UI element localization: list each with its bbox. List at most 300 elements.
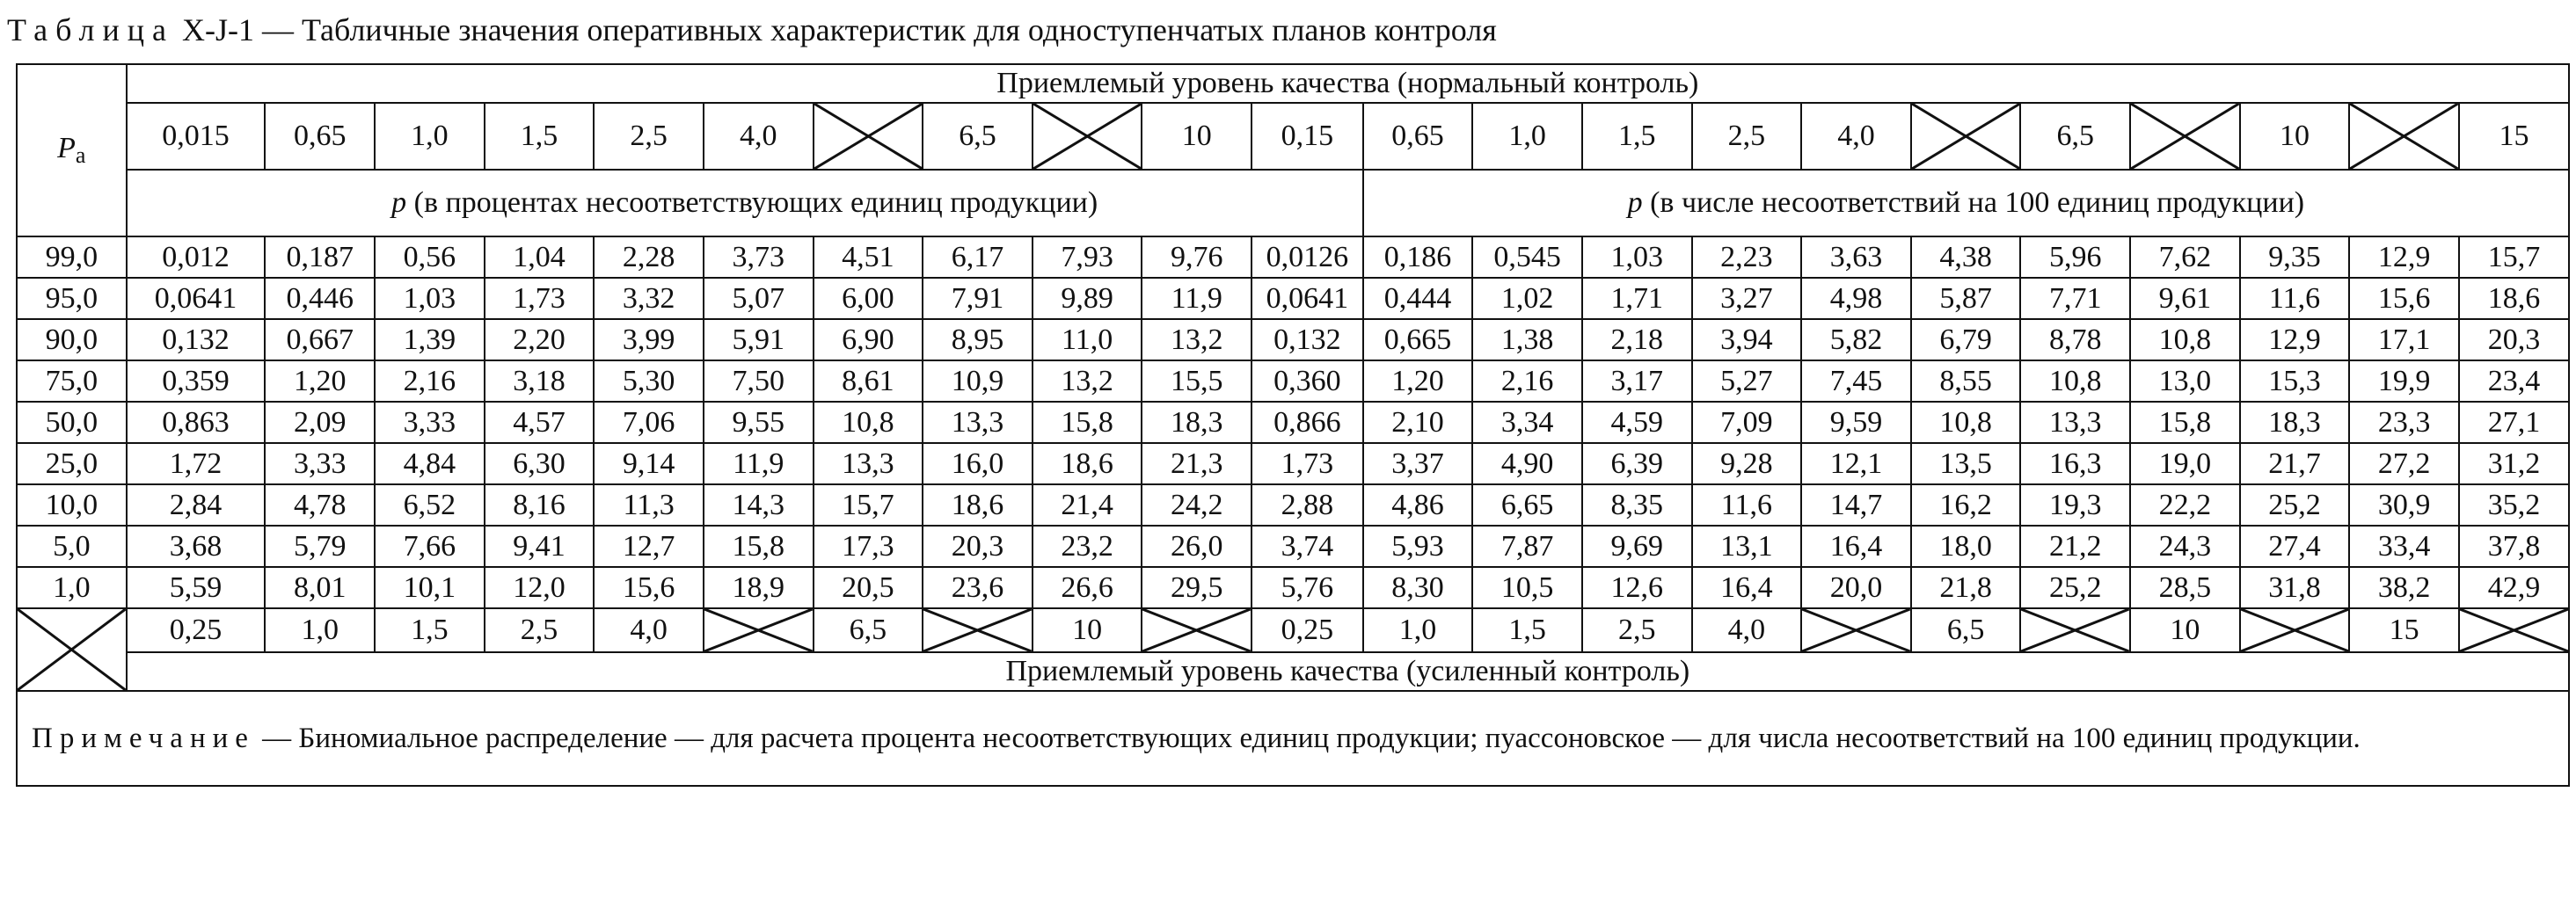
cell-value: 9,55	[704, 402, 814, 443]
caption-prefix: Таблица	[7, 12, 174, 47]
aql-tightened-value: 1,5	[1472, 608, 1582, 652]
cell-value: 7,71	[2020, 278, 2130, 319]
cell-value: 4,86	[1363, 484, 1473, 526]
cell-value: 21,3	[1142, 443, 1252, 484]
cell-value: 5,07	[704, 278, 814, 319]
caption-number: X-J-1	[181, 12, 254, 47]
aql-tightened-value: 10	[1033, 608, 1142, 652]
cell-value: 2,10	[1363, 402, 1473, 443]
crossed-out-cell	[17, 608, 127, 691]
cell-value: 4,59	[1582, 402, 1692, 443]
cell-value: 13,3	[923, 402, 1033, 443]
cell-value: 0,444	[1363, 278, 1473, 319]
cross-mark	[923, 609, 1032, 651]
note-text: Биномиальное распределение — для расчета процента несоответствующих единиц продукции; пуассоновское — для числа несоответствий на 100 единиц продукции.	[298, 723, 2361, 754]
table-note	[17, 691, 2569, 786]
cell-value: 12,7	[594, 526, 704, 567]
cell-value: 0,0641	[127, 278, 266, 319]
pa-value: 95,0	[17, 278, 127, 319]
cell-value: 33,4	[2349, 526, 2459, 567]
crossed-out-cell	[2020, 608, 2130, 652]
cell-value: 38,2	[2349, 567, 2459, 608]
aql-normal-value: 0,65	[265, 103, 375, 170]
aql-tightened-value: 1,5	[375, 608, 485, 652]
cell-value: 1,73	[485, 278, 595, 319]
cell-value: 2,23	[1692, 236, 1802, 278]
header-row-aql-normal	[17, 64, 2569, 103]
cell-value: 20,3	[2459, 319, 2569, 360]
cross-mark	[2460, 609, 2568, 651]
cell-value: 15,7	[814, 484, 923, 526]
cell-value: 16,0	[923, 443, 1033, 484]
aql-tightened-heading: Приемлемый уровень качества (усиленный контроль)	[127, 652, 2569, 691]
cell-value: 18,0	[1911, 526, 2021, 567]
cell-value: 11,0	[1033, 319, 1142, 360]
cell-value: 8,35	[1582, 484, 1692, 526]
cell-value: 25,2	[2240, 484, 2350, 526]
cross-mark	[2241, 609, 2349, 651]
cell-value: 9,76	[1142, 236, 1252, 278]
cell-value: 6,30	[485, 443, 595, 484]
cell-value: 3,33	[265, 443, 375, 484]
cell-value: 1,73	[1252, 443, 1363, 484]
p-symbol: p	[1627, 186, 1643, 219]
cell-value: 23,4	[2459, 360, 2569, 402]
cell-value: 0,0641	[1252, 278, 1363, 319]
cell-value: 7,50	[704, 360, 814, 402]
aql-normal-value: 0,015	[127, 103, 266, 170]
cell-value: 6,79	[1911, 319, 2021, 360]
cell-value: 10,5	[1472, 567, 1582, 608]
cell-value: 11,9	[1142, 278, 1252, 319]
cell-value: 14,7	[1801, 484, 1911, 526]
cell-value: 0,667	[265, 319, 375, 360]
cell-value: 0,186	[1363, 236, 1473, 278]
p-symbol: p	[391, 186, 407, 219]
aql-tightened-value: 4,0	[1692, 608, 1802, 652]
pa-value: 99,0	[17, 236, 127, 278]
aql-normal-value: 6,5	[2020, 103, 2130, 170]
cell-value: 1,20	[265, 360, 375, 402]
cell-value: 9,59	[1801, 402, 1911, 443]
cell-value: 15,7	[2459, 236, 2569, 278]
cell-value: 25,2	[2020, 567, 2130, 608]
note-row	[17, 691, 2569, 786]
cell-value: 2,09	[265, 402, 375, 443]
caption-text: Табличные значения оперативных характеристик для одноступенчатых планов контроля	[301, 12, 1497, 47]
cross-mark	[1033, 104, 1142, 169]
cell-value: 3,34	[1472, 402, 1582, 443]
cell-value: 17,1	[2349, 319, 2459, 360]
cross-mark	[704, 609, 813, 651]
cell-value: 6,65	[1472, 484, 1582, 526]
cell-value: 19,9	[2349, 360, 2459, 402]
cell-value: 16,2	[1911, 484, 2021, 526]
cell-value: 17,3	[814, 526, 923, 567]
cross-mark	[1802, 609, 1910, 651]
pa-value: 75,0	[17, 360, 127, 402]
pa-value: 1,0	[17, 567, 127, 608]
cell-value: 3,27	[1692, 278, 1802, 319]
cell-value: 5,59	[127, 567, 266, 608]
table-row	[17, 319, 2569, 360]
aql-normal-value: 2,5	[594, 103, 704, 170]
cell-value: 13,0	[2130, 360, 2240, 402]
cell-value: 8,55	[1911, 360, 2021, 402]
cell-value: 3,68	[127, 526, 266, 567]
cell-value: 4,78	[265, 484, 375, 526]
cell-value: 9,89	[1033, 278, 1142, 319]
cell-value: 5,79	[265, 526, 375, 567]
cross-mark	[2350, 104, 2458, 169]
cell-value: 27,2	[2349, 443, 2459, 484]
pa-header	[17, 64, 127, 236]
cell-value: 8,30	[1363, 567, 1473, 608]
aql-tightened-value: 6,5	[1911, 608, 2021, 652]
cell-value: 1,39	[375, 319, 485, 360]
cell-value: 12,1	[1801, 443, 1911, 484]
header-row-aql-tightened	[17, 652, 2569, 691]
cell-value: 5,30	[594, 360, 704, 402]
table-row	[17, 484, 2569, 526]
aql-tightened-value: 10	[2130, 608, 2240, 652]
cell-value: 27,1	[2459, 402, 2569, 443]
aql-tightened-value: 2,5	[485, 608, 595, 652]
cell-value: 12,0	[485, 567, 595, 608]
aql-normal-value: 4,0	[1801, 103, 1911, 170]
cell-value: 6,39	[1582, 443, 1692, 484]
cell-value: 21,8	[1911, 567, 2021, 608]
table-caption	[7, 5, 2566, 54]
cell-value: 2,88	[1252, 484, 1363, 526]
pa-value: 10,0	[17, 484, 127, 526]
aql-tightened-value: 4,0	[594, 608, 704, 652]
cell-value: 18,3	[1142, 402, 1252, 443]
cross-mark	[1912, 104, 2020, 169]
cell-value: 13,3	[814, 443, 923, 484]
cell-value: 1,72	[127, 443, 266, 484]
cell-value: 1,71	[1582, 278, 1692, 319]
cell-value: 5,96	[2020, 236, 2130, 278]
aql-tightened-value: 2,5	[1582, 608, 1692, 652]
cell-value: 23,6	[923, 567, 1033, 608]
cell-value: 12,9	[2240, 319, 2350, 360]
cell-value: 2,16	[1472, 360, 1582, 402]
cell-value: 10,8	[814, 402, 923, 443]
cell-value: 1,03	[375, 278, 485, 319]
cell-value: 37,8	[2459, 526, 2569, 567]
aql-tightened-value: 0,25	[127, 608, 266, 652]
cell-value: 29,5	[1142, 567, 1252, 608]
table-row	[17, 526, 2569, 567]
cell-value: 8,01	[265, 567, 375, 608]
cell-value: 12,9	[2349, 236, 2459, 278]
cell-value: 6,00	[814, 278, 923, 319]
cell-value: 11,6	[2240, 278, 2350, 319]
cell-value: 9,61	[2130, 278, 2240, 319]
cell-value: 19,0	[2130, 443, 2240, 484]
cell-value: 10,8	[2130, 319, 2240, 360]
cell-value: 11,9	[704, 443, 814, 484]
cell-value: 8,95	[923, 319, 1033, 360]
cell-value: 3,74	[1252, 526, 1363, 567]
cell-value: 8,16	[485, 484, 595, 526]
aql-normal-value: 2,5	[1692, 103, 1802, 170]
cell-value: 28,5	[2130, 567, 2240, 608]
caption-dash: —	[253, 12, 302, 47]
cell-value: 21,7	[2240, 443, 2350, 484]
cell-value: 0,360	[1252, 360, 1363, 402]
cell-value: 0,359	[127, 360, 266, 402]
p-per100-text: (в числе несоответствий на 100 единиц продукции)	[1642, 186, 2305, 219]
cell-value: 0,665	[1363, 319, 1473, 360]
cell-value: 3,17	[1582, 360, 1692, 402]
cell-value: 2,84	[127, 484, 266, 526]
cell-value: 7,66	[375, 526, 485, 567]
cell-value: 6,52	[375, 484, 485, 526]
cell-value: 7,62	[2130, 236, 2240, 278]
cell-value: 7,91	[923, 278, 1033, 319]
cell-value: 0,545	[1472, 236, 1582, 278]
cell-value: 18,6	[923, 484, 1033, 526]
cell-value: 3,33	[375, 402, 485, 443]
pa-symbol: P	[57, 132, 76, 164]
cross-mark	[18, 609, 126, 690]
cell-value: 15,6	[594, 567, 704, 608]
cell-value: 24,3	[2130, 526, 2240, 567]
cell-value: 0,866	[1252, 402, 1363, 443]
pa-subscript: a	[75, 142, 86, 168]
note-dash: —	[254, 723, 299, 754]
cell-value: 2,20	[485, 319, 595, 360]
cell-value: 3,63	[1801, 236, 1911, 278]
aql-normal-value: 15	[2459, 103, 2569, 170]
crossed-out-cell	[1033, 103, 1142, 170]
pa-value: 5,0	[17, 526, 127, 567]
crossed-out-cell	[704, 608, 814, 652]
aql-tightened-value: 6,5	[814, 608, 923, 652]
cell-value: 5,82	[1801, 319, 1911, 360]
cell-value: 18,9	[704, 567, 814, 608]
aql-normal-value: 1,5	[485, 103, 595, 170]
crossed-out-cell	[1801, 608, 1911, 652]
aql-normal-value: 10	[1142, 103, 1252, 170]
table-row	[17, 443, 2569, 484]
cell-value: 6,90	[814, 319, 923, 360]
cell-value: 35,2	[2459, 484, 2569, 526]
crossed-out-cell	[1142, 608, 1252, 652]
cell-value: 7,09	[1692, 402, 1802, 443]
aql-tightened-value: 1,0	[1363, 608, 1473, 652]
aql-normal-value: 10	[2240, 103, 2350, 170]
crossed-out-cell	[2240, 608, 2350, 652]
cell-value: 10,8	[1911, 402, 2021, 443]
cell-value: 7,06	[594, 402, 704, 443]
cell-value: 20,0	[1801, 567, 1911, 608]
cell-value: 10,8	[2020, 360, 2130, 402]
table-row	[17, 360, 2569, 402]
cell-value: 4,57	[485, 402, 595, 443]
cross-mark	[1142, 609, 1251, 651]
cell-value: 0,012	[127, 236, 266, 278]
cell-value: 15,3	[2240, 360, 2350, 402]
cell-value: 21,2	[2020, 526, 2130, 567]
cell-value: 5,27	[1692, 360, 1802, 402]
cell-value: 0,446	[265, 278, 375, 319]
cell-value: 15,5	[1142, 360, 1252, 402]
cell-value: 2,16	[375, 360, 485, 402]
cell-value: 10,1	[375, 567, 485, 608]
cell-value: 5,91	[704, 319, 814, 360]
cell-value: 5,87	[1911, 278, 2021, 319]
cell-value: 13,3	[2020, 402, 2130, 443]
table-row	[17, 402, 2569, 443]
cell-value: 9,35	[2240, 236, 2350, 278]
crossed-out-cell	[814, 103, 923, 170]
aql-normal-heading: Приемлемый уровень качества (нормальный контроль)	[127, 64, 2569, 103]
cell-value: 1,03	[1582, 236, 1692, 278]
cell-value: 30,9	[2349, 484, 2459, 526]
crossed-out-cell	[1911, 103, 2021, 170]
p-percent-text: (в процентах несоответствующих единиц продукции)	[406, 186, 1098, 219]
cell-value: 4,98	[1801, 278, 1911, 319]
cell-value: 6,17	[923, 236, 1033, 278]
cell-value: 7,87	[1472, 526, 1582, 567]
crossed-out-cell	[2349, 103, 2459, 170]
cell-value: 22,2	[2130, 484, 2240, 526]
cell-value: 9,41	[485, 526, 595, 567]
cell-value: 10,9	[923, 360, 1033, 402]
note-label: Примечание	[32, 723, 255, 754]
aql-normal-value: 0,15	[1252, 103, 1363, 170]
cell-value: 13,5	[1911, 443, 2021, 484]
aql-tightened-value: 1,0	[265, 608, 375, 652]
cell-value: 13,2	[1033, 360, 1142, 402]
cell-value: 18,6	[1033, 443, 1142, 484]
aql-tightened-row	[17, 608, 2569, 652]
cell-value: 2,28	[594, 236, 704, 278]
cell-value: 5,76	[1252, 567, 1363, 608]
cell-value: 0,863	[127, 402, 266, 443]
cell-value: 16,4	[1801, 526, 1911, 567]
cell-value: 15,8	[2130, 402, 2240, 443]
aql-normal-value: 1,0	[1472, 103, 1582, 170]
cell-value: 16,3	[2020, 443, 2130, 484]
cell-value: 31,8	[2240, 567, 2350, 608]
aql-tightened-value: 15	[2349, 608, 2459, 652]
cell-value: 18,6	[2459, 278, 2569, 319]
cell-value: 1,02	[1472, 278, 1582, 319]
cell-value: 0,0126	[1252, 236, 1363, 278]
cell-value: 23,2	[1033, 526, 1142, 567]
aql-normal-value: 0,65	[1363, 103, 1473, 170]
cell-value: 27,4	[2240, 526, 2350, 567]
cell-value: 11,3	[594, 484, 704, 526]
cell-value: 2,18	[1582, 319, 1692, 360]
cell-value: 7,93	[1033, 236, 1142, 278]
cell-value: 4,38	[1911, 236, 2021, 278]
cell-value: 4,84	[375, 443, 485, 484]
cell-value: 3,37	[1363, 443, 1473, 484]
cell-value: 3,94	[1692, 319, 1802, 360]
cross-mark	[2131, 104, 2239, 169]
cell-value: 0,56	[375, 236, 485, 278]
cell-value: 12,6	[1582, 567, 1692, 608]
pa-value: 90,0	[17, 319, 127, 360]
crossed-out-cell	[923, 608, 1033, 652]
cell-value: 1,20	[1363, 360, 1473, 402]
cell-value: 26,0	[1142, 526, 1252, 567]
cell-value: 26,6	[1033, 567, 1142, 608]
cell-value: 21,4	[1033, 484, 1142, 526]
table-row	[17, 567, 2569, 608]
cross-mark	[2021, 609, 2129, 651]
cell-value: 0,132	[127, 319, 266, 360]
p-per100-heading	[1363, 170, 2569, 236]
aql-tightened-value: 0,25	[1252, 608, 1363, 652]
cell-value: 20,3	[923, 526, 1033, 567]
cell-value: 0,132	[1252, 319, 1363, 360]
pa-value: 25,0	[17, 443, 127, 484]
pa-value: 50,0	[17, 402, 127, 443]
cell-value: 15,8	[704, 526, 814, 567]
cell-value: 13,1	[1692, 526, 1802, 567]
p-units-row	[17, 170, 2569, 236]
aql-normal-value: 6,5	[923, 103, 1033, 170]
cell-value: 16,4	[1692, 567, 1802, 608]
cell-value: 3,73	[704, 236, 814, 278]
cell-value: 5,93	[1363, 526, 1473, 567]
crossed-out-cell	[2130, 103, 2240, 170]
table-row	[17, 236, 2569, 278]
cell-value: 1,38	[1472, 319, 1582, 360]
cell-value: 14,3	[704, 484, 814, 526]
cell-value: 15,8	[1033, 402, 1142, 443]
p-percent-heading	[127, 170, 1363, 236]
aql-normal-value: 1,5	[1582, 103, 1692, 170]
cell-value: 3,18	[485, 360, 595, 402]
cross-mark	[814, 104, 923, 169]
cell-value: 31,2	[2459, 443, 2569, 484]
cell-value: 20,5	[814, 567, 923, 608]
cell-value: 18,3	[2240, 402, 2350, 443]
cell-value: 42,9	[2459, 567, 2569, 608]
cell-value: 0,187	[265, 236, 375, 278]
cell-value: 24,2	[1142, 484, 1252, 526]
cell-value: 3,32	[594, 278, 704, 319]
aql-normal-row	[17, 103, 2569, 170]
cell-value: 11,6	[1692, 484, 1802, 526]
cell-value: 7,45	[1801, 360, 1911, 402]
cell-value: 23,3	[2349, 402, 2459, 443]
cell-value: 1,04	[485, 236, 595, 278]
table-row	[17, 278, 2569, 319]
aql-normal-value: 4,0	[704, 103, 814, 170]
cell-value: 4,90	[1472, 443, 1582, 484]
cell-value: 9,28	[1692, 443, 1802, 484]
operating-characteristics-table	[16, 63, 2570, 787]
cell-value: 8,78	[2020, 319, 2130, 360]
aql-normal-value: 1,0	[375, 103, 485, 170]
crossed-out-cell	[2459, 608, 2569, 652]
cell-value: 19,3	[2020, 484, 2130, 526]
cell-value: 9,69	[1582, 526, 1692, 567]
cell-value: 8,61	[814, 360, 923, 402]
cell-value: 4,51	[814, 236, 923, 278]
cell-value: 9,14	[594, 443, 704, 484]
cell-value: 13,2	[1142, 319, 1252, 360]
cell-value: 3,99	[594, 319, 704, 360]
